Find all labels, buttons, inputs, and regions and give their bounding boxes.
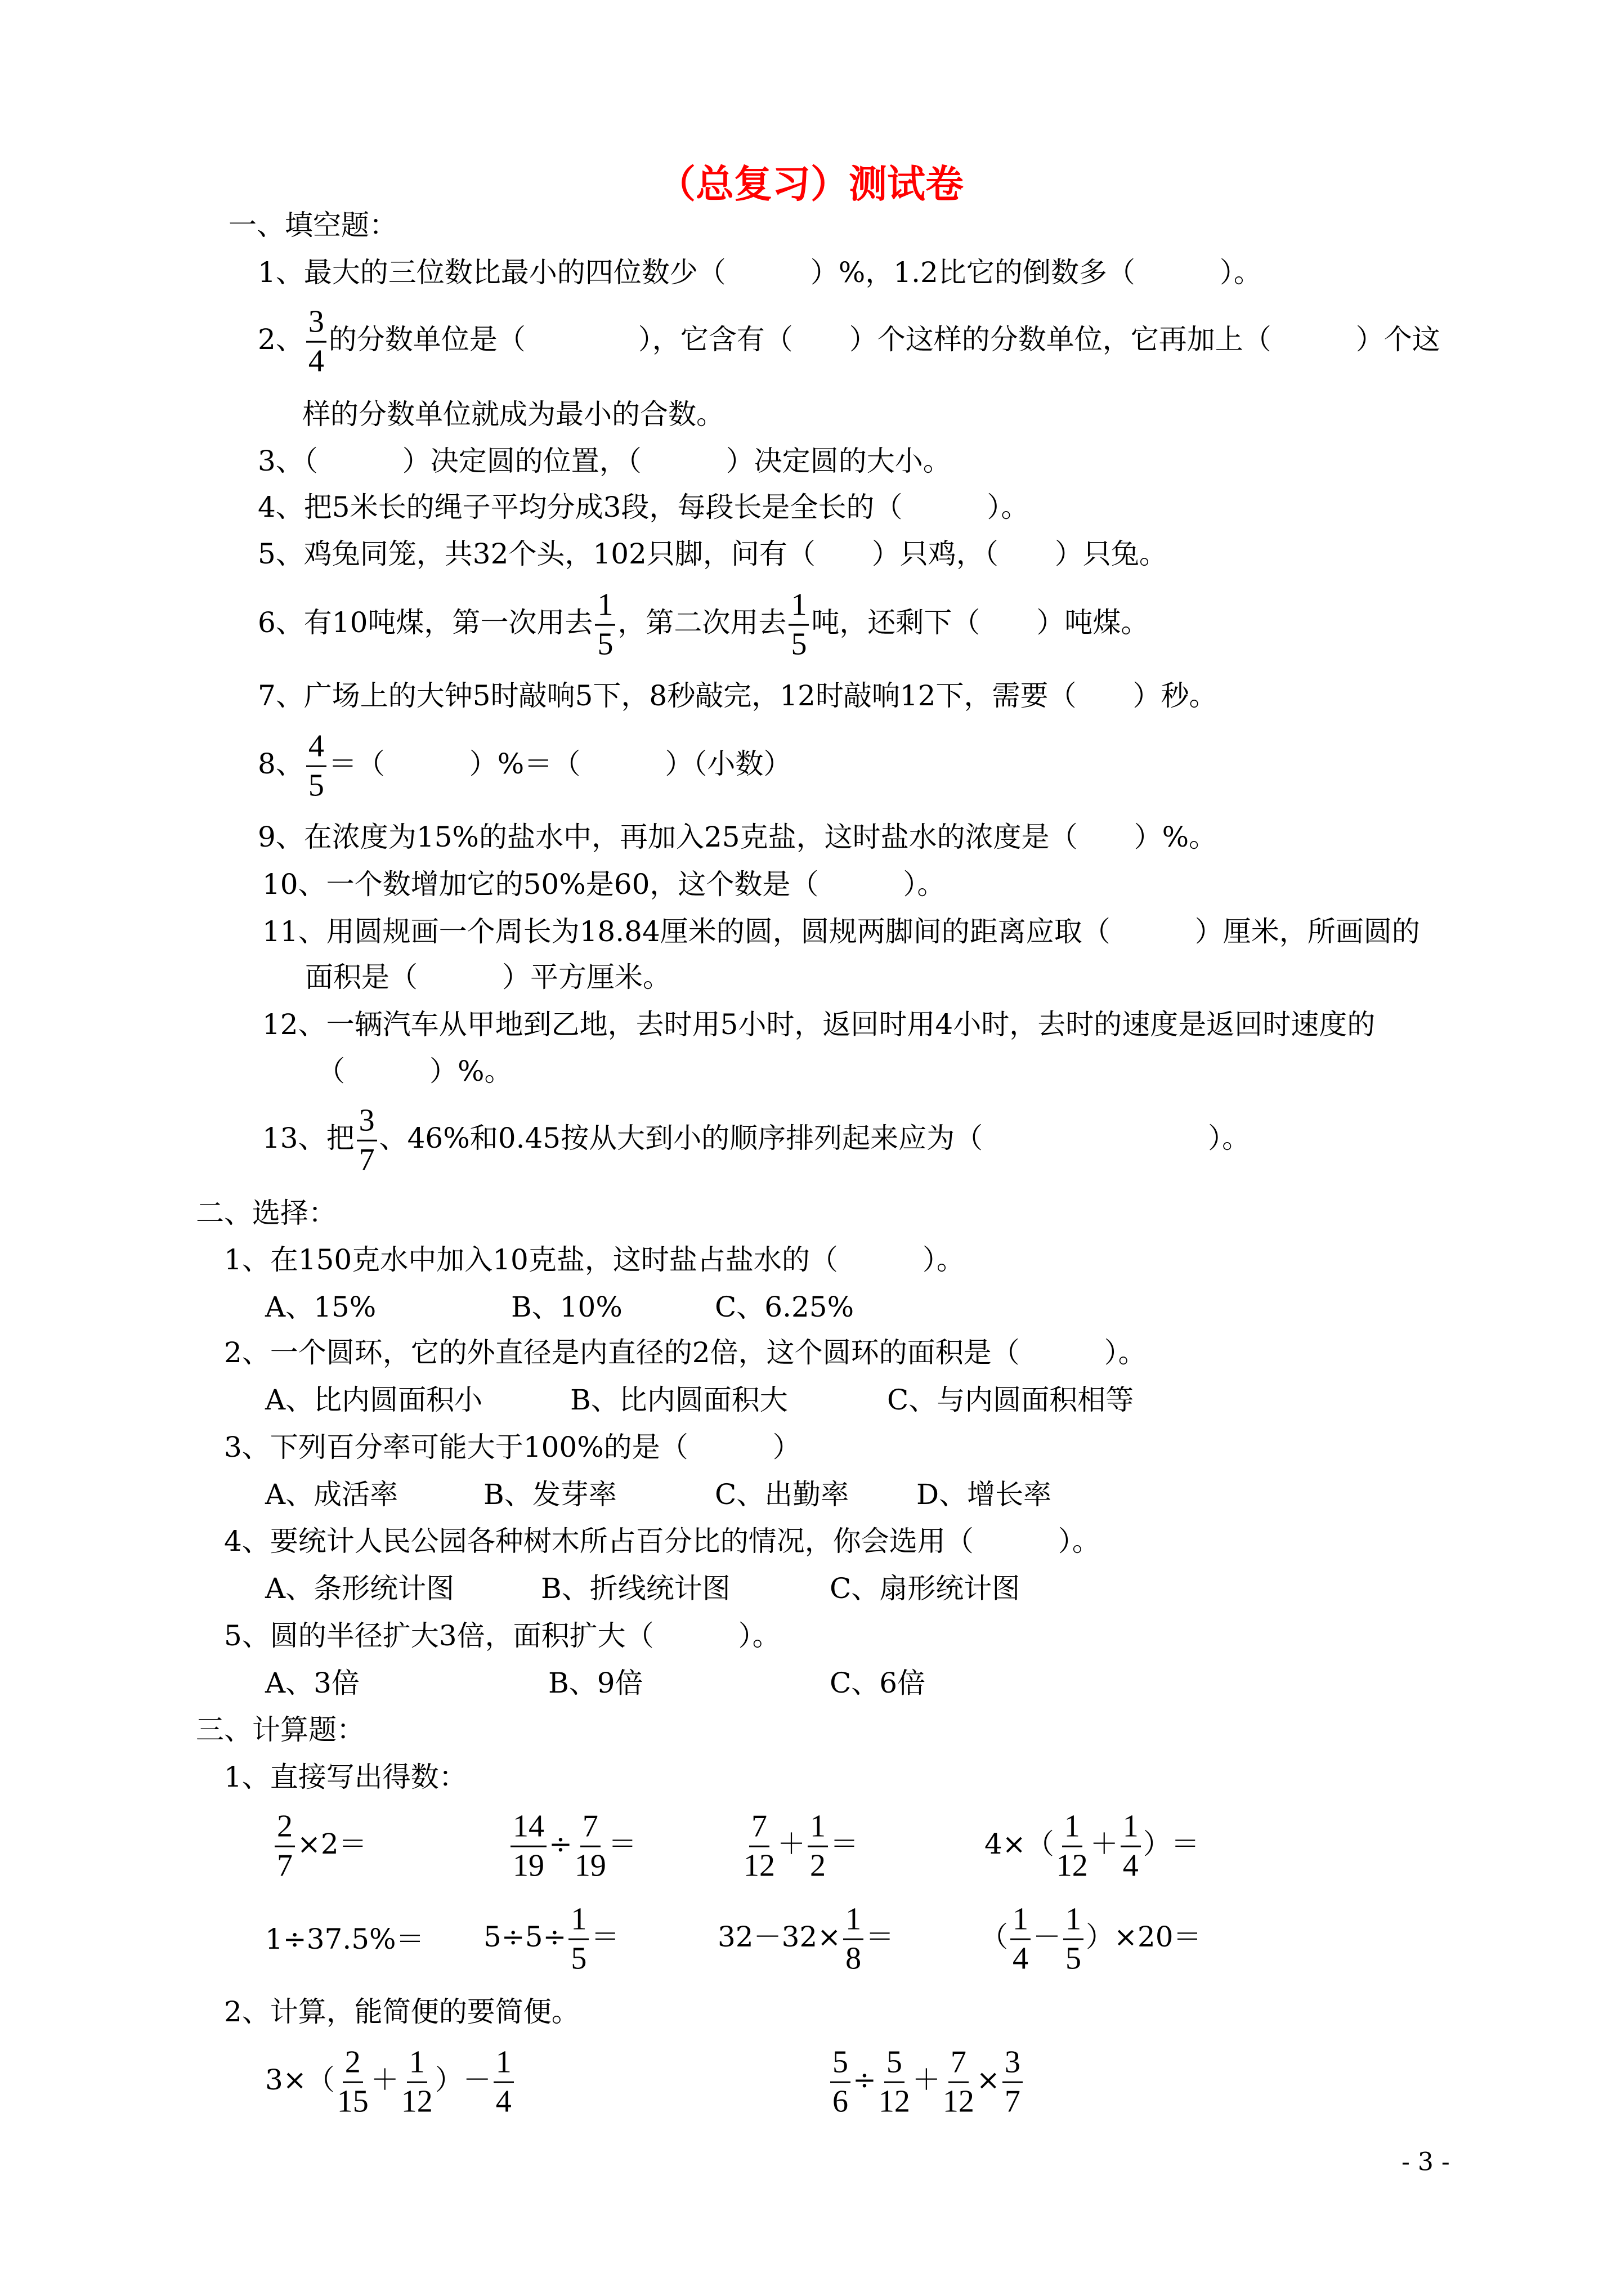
question-2-4: 4、要统计人民公园各种树木所占百分比的情况，你会选用（ ）。 xyxy=(224,1525,1100,1557)
option-a: A、15% xyxy=(265,1291,377,1323)
expr-1 xyxy=(272,1810,367,1883)
section3-heading: 三、计算题： xyxy=(196,1713,365,1746)
operator: 3×（ xyxy=(265,2064,335,2096)
expr-2 xyxy=(508,1810,637,1883)
operator: 4×（ xyxy=(984,1828,1054,1860)
fraction xyxy=(1063,1903,1083,1976)
calc-sub1: 1、直接写出得数： xyxy=(224,1761,467,1793)
expr-6 xyxy=(483,1903,619,1976)
operator: 5÷5÷ xyxy=(483,1921,567,1953)
fraction xyxy=(511,1810,547,1883)
fraction xyxy=(879,2046,910,2119)
fraction xyxy=(1010,1903,1031,1976)
option-c: C、出勤率 xyxy=(715,1478,849,1511)
operator: ）×20＝ xyxy=(1086,1921,1202,1953)
fraction xyxy=(401,2046,433,2119)
fraction xyxy=(275,1810,295,1883)
fraction xyxy=(1056,1810,1088,1883)
denominator: 4 xyxy=(495,2084,512,2119)
question-1-4: 4、把5米长的绳子平均分成3段，每段长是全长的（ ）。 xyxy=(258,491,1029,523)
fraction xyxy=(843,1903,863,1976)
expr-7 xyxy=(718,1903,894,1976)
numerator: 1 xyxy=(843,1903,863,1940)
page-title: （总复习）测试卷 xyxy=(657,162,964,207)
question-1-3: 3、（ ）决定圆的位置，（ ）决定圆的大小。 xyxy=(258,445,951,477)
section2-heading: 二、选择： xyxy=(196,1197,337,1229)
q-text: 、46%和0.45按从大到小的顺序排列起来应为（ ）。 xyxy=(379,1122,1251,1154)
page-number: - 3 - xyxy=(1401,2147,1450,2177)
denominator: 5 xyxy=(791,626,807,662)
numerator: 5 xyxy=(884,2046,904,2083)
question-1-5: 5、鸡兔同笼，共32个头，102只脚，问有（ ）只鸡，（ ）只兔。 xyxy=(258,538,1167,570)
numerator: 1 xyxy=(568,1903,589,1940)
numerator: 1 xyxy=(1062,1810,1082,1847)
expr-3 xyxy=(741,1810,858,1883)
operator: ＝ xyxy=(591,1921,620,1953)
fraction xyxy=(744,1810,775,1883)
denominator: 4 xyxy=(308,343,324,379)
denominator: 12 xyxy=(744,1848,775,1883)
question-1-13 xyxy=(262,1104,1250,1177)
operator: ＝ xyxy=(1171,1828,1199,1860)
option-a: A、比内圆面积小 xyxy=(265,1384,483,1416)
denominator: 19 xyxy=(574,1848,606,1883)
denominator: 15 xyxy=(337,2084,369,2119)
denominator: 5 xyxy=(1065,1941,1081,1976)
operator: ＝ xyxy=(830,1828,858,1860)
denominator: 7 xyxy=(359,1142,375,1178)
fraction xyxy=(1002,2046,1023,2119)
expr-9 xyxy=(265,2046,516,2119)
numerator: 2 xyxy=(343,2046,363,2083)
fraction xyxy=(943,2046,974,2119)
denominator: 2 xyxy=(810,1848,826,1883)
question-1-12-cont: （ ）%。 xyxy=(317,1055,513,1087)
option-b: B、9倍 xyxy=(548,1667,643,1699)
operator: ＋ xyxy=(777,1828,805,1860)
operator: ）－ xyxy=(435,2064,491,2096)
fraction xyxy=(830,2046,850,2119)
expr-8 xyxy=(980,1903,1202,1976)
fraction xyxy=(808,1810,828,1883)
option-c: C、6倍 xyxy=(830,1667,926,1699)
denominator: 5 xyxy=(308,768,324,803)
option-b: B、折线统计图 xyxy=(541,1572,731,1605)
option-c: C、6.25% xyxy=(715,1291,854,1323)
q-text: ＝（ ）%＝（ ）（小数） xyxy=(328,748,792,780)
denominator: 12 xyxy=(878,2084,910,2119)
operator: ÷ xyxy=(549,1828,572,1860)
q-number: 8、 xyxy=(258,748,304,780)
fraction xyxy=(1121,1810,1141,1883)
operator: ×2＝ xyxy=(297,1828,367,1860)
question-2-2: 2、一个圆环，它的外直径是内直径的2倍，这个圆环的面积是（ ）。 xyxy=(224,1336,1147,1369)
numerator: 1 xyxy=(1121,1810,1141,1847)
question-1-11: 11、用圆规画一个周长为18.84厘米的圆，圆规两脚间的距离应取（ ）厘米，所画圆的 xyxy=(262,915,1420,948)
fraction xyxy=(575,1810,606,1883)
numerator: 7 xyxy=(948,2046,969,2083)
numerator: 7 xyxy=(580,1810,601,1847)
numerator: 3 xyxy=(1002,2046,1023,2083)
operator: ＋ xyxy=(370,2064,399,2096)
numerator: 1 xyxy=(789,589,809,626)
question-1-1: 1、最大的三位数比最小的四位数少（ ）%，1.2比它的倒数多（ ）。 xyxy=(258,256,1262,289)
q-text: 吨，还剩下（ ）吨煤。 xyxy=(811,606,1149,639)
operator: ＝ xyxy=(608,1828,637,1860)
question-1-2 xyxy=(258,306,1440,378)
q-text: 13、把 xyxy=(262,1122,355,1154)
question-1-8 xyxy=(258,730,791,803)
question-2-1: 1、在150克水中加入10克盐，这时盐占盐水的（ ）。 xyxy=(224,1243,965,1276)
question-1-6 xyxy=(258,589,1149,661)
numerator: 7 xyxy=(749,1810,769,1847)
option-c: C、与内圆面积相等 xyxy=(887,1384,1134,1416)
fraction xyxy=(337,2046,369,2119)
numerator: 3 xyxy=(306,306,326,343)
numerator: 1 xyxy=(595,589,615,626)
question-1-10: 10、一个数增加它的50%是60，这个数是（ ）。 xyxy=(262,868,946,901)
denominator: 5 xyxy=(597,626,614,662)
numerator: 2 xyxy=(275,1810,295,1847)
question-1-7: 7、广场上的大钟5时敲响5下，8秒敲完，12时敲响12下，需要（ ）秒。 xyxy=(258,679,1217,712)
option-b: B、发芽率 xyxy=(483,1478,617,1511)
numerator: 5 xyxy=(830,2046,850,2083)
option-d: D、增长率 xyxy=(916,1478,1052,1511)
question-1-9: 9、在浓度为15%的盐水中，再加入25克盐，这时盐水的浓度是（ ）%。 xyxy=(258,821,1217,853)
numerator: 14 xyxy=(511,1810,547,1847)
denominator: 6 xyxy=(832,2084,848,2119)
option-a: A、成活率 xyxy=(265,1478,398,1511)
denominator: 12 xyxy=(401,2084,433,2119)
option-a: A、3倍 xyxy=(265,1667,360,1699)
denominator: 4 xyxy=(1013,1941,1028,1976)
operator: × xyxy=(976,2064,1000,2096)
numerator: 1 xyxy=(808,1810,828,1847)
denominator: 12 xyxy=(942,2084,974,2119)
denominator: 4 xyxy=(1122,1848,1139,1883)
option-b: B、比内圆面积大 xyxy=(570,1384,788,1416)
denominator: 5 xyxy=(571,1941,587,1976)
expr-5: 1÷37.5%＝ xyxy=(265,1923,424,1955)
numerator: 1 xyxy=(407,2046,427,2083)
denominator: 7 xyxy=(1004,2084,1020,2119)
fraction xyxy=(306,730,326,803)
question-1-2-cont: 样的分数单位就成为最小的合数。 xyxy=(302,398,724,431)
question-2-5: 5、圆的半径扩大3倍，面积扩大（ ）。 xyxy=(224,1619,781,1652)
operator: ） xyxy=(1143,1828,1171,1860)
fraction xyxy=(357,1104,377,1177)
denominator: 19 xyxy=(513,1848,544,1883)
question-1-12: 12、一辆汽车从甲地到乙地，去时用5小时，返回时用4小时，去时的速度是返回时速度的 xyxy=(262,1008,1376,1041)
numerator: 1 xyxy=(1063,1903,1083,1940)
q-text: 6、有10吨煤，第一次用去 xyxy=(258,606,593,639)
q-number: 2、 xyxy=(258,323,304,356)
denominator: 12 xyxy=(1056,1848,1088,1883)
q-text: ，第二次用去 xyxy=(617,606,787,639)
operator: ＝ xyxy=(866,1921,894,1953)
numerator: 3 xyxy=(357,1104,377,1142)
denominator: 7 xyxy=(277,1848,293,1883)
fraction xyxy=(494,2046,514,2119)
calc-sub2: 2、计算，能简便的要简便。 xyxy=(224,1995,580,2028)
numerator: 4 xyxy=(306,730,326,767)
operator: － xyxy=(1033,1921,1061,1953)
fraction xyxy=(789,589,809,661)
numerator: 1 xyxy=(1010,1903,1031,1940)
expr-4 xyxy=(984,1810,1199,1883)
operator: ＋ xyxy=(1090,1828,1118,1860)
fraction xyxy=(595,589,615,661)
operator: （ xyxy=(980,1921,1008,1953)
option-c: C、扇形统计图 xyxy=(830,1572,1020,1605)
denominator: 8 xyxy=(845,1941,862,1976)
numerator: 1 xyxy=(494,2046,514,2083)
option-a: A、条形统计图 xyxy=(265,1572,455,1605)
question-2-3: 3、下列百分率可能大于100%的是（ ） xyxy=(224,1431,801,1463)
option-b: B、10% xyxy=(511,1291,623,1323)
fraction xyxy=(306,306,326,378)
question-1-11-cont: 面积是（ ）平方厘米。 xyxy=(305,961,671,993)
operator: ÷ xyxy=(853,2064,876,2096)
q-text: 的分数单位是（ ），它含有（ ）个这样的分数单位，它再加上（ ）个这 xyxy=(328,323,1440,356)
expr-10 xyxy=(828,2046,1025,2119)
section1-heading: 一、填空题： xyxy=(229,209,397,241)
operator: 32－32× xyxy=(718,1921,841,1953)
fraction xyxy=(568,1903,589,1976)
operator: ＋ xyxy=(912,2064,941,2096)
